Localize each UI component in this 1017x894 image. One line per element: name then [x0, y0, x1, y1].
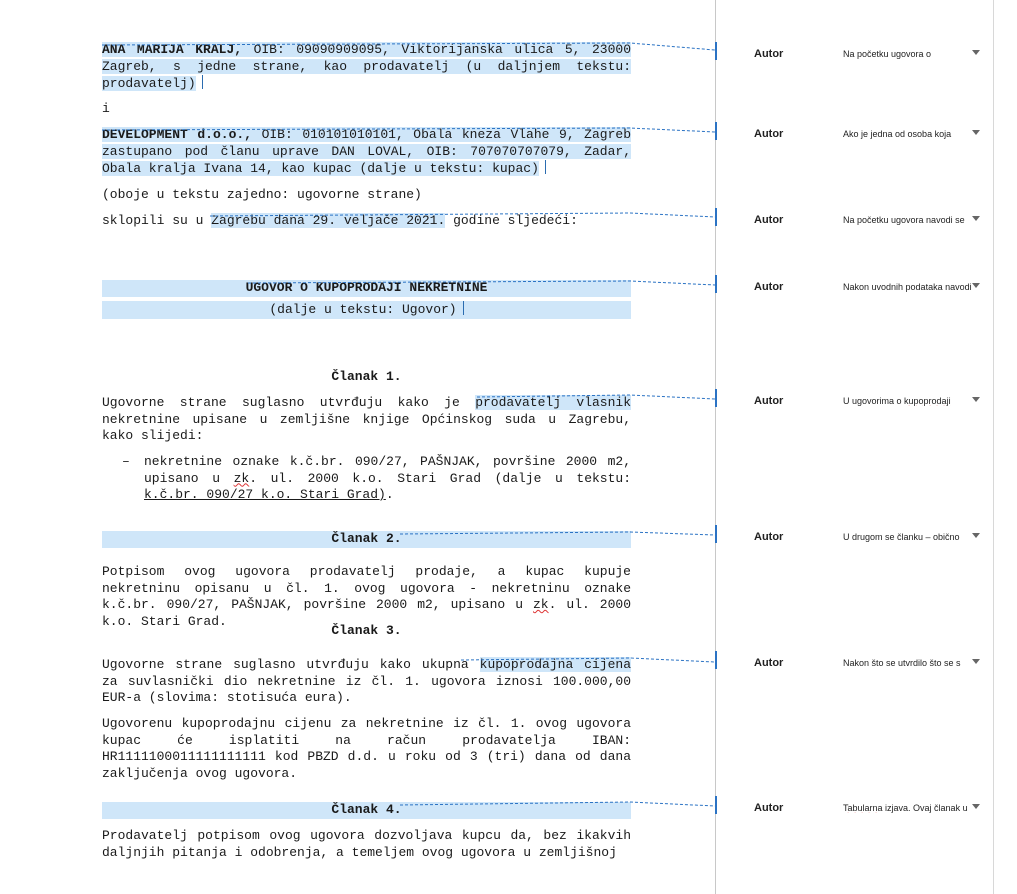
chevron-down-icon[interactable] [972, 216, 980, 221]
chevron-down-icon[interactable] [972, 283, 980, 288]
comments-pane[interactable] [715, 0, 994, 894]
buyer-details: OIB: 010101010101, Obala kneza Vlahe 9, Zagreb zastupano pod članu uprave DAN LOVAL, OIB: 707070707079, Zadar, Obala kralja Ivana 14, kao kupac (dalje u tekstu: kupac) [102, 127, 631, 176]
buyer-name: DEVELOPMENT d.o.o., [102, 127, 252, 142]
comment-marker [715, 42, 717, 60]
owner-highlight: prodavatelj vlasnik [475, 395, 631, 410]
comment-balloon[interactable] [716, 48, 994, 68]
seller-details: OIB: 09090909095, Viktorijanska ulica 5, 23000 Zagreb, s jedne strane, kao prodavatelj (u daljnjem tekstu: prodavatelj) [102, 42, 631, 91]
comment-author: Autor [754, 128, 784, 140]
comment-author: Autor [754, 531, 784, 543]
article-1-paragraph[interactable]: Ugovorne strane suglasno utvrđuju kako je prodavatelj vlasnik nekretnine upisane u zemljišne knjige Općinskog suda u Zagrebu, kako slijedi: [102, 395, 631, 443]
article-1-heading: Članak 1. [331, 369, 402, 384]
chevron-down-icon[interactable] [972, 397, 980, 402]
chevron-down-icon[interactable] [972, 533, 980, 538]
chevron-down-icon[interactable] [972, 130, 980, 135]
comment-balloon[interactable] [716, 395, 994, 415]
chevron-down-icon[interactable] [972, 50, 980, 55]
list-dash: – [122, 454, 130, 469]
contract-title: UGOVOR O KUPOPRODAJI NEKRETNINE [102, 280, 631, 297]
chevron-down-icon[interactable] [972, 659, 980, 664]
seller-paragraph[interactable] [102, 42, 631, 93]
comment-anchor-end [202, 75, 203, 89]
article-4-paragraph[interactable]: Prodavatelj potpisom ovog ugovora dozvoljava kupcu da, bez ikakvih daljnjih pitanja i odobrenja, a temeljem ovog ugovora u zemljišnoj [102, 828, 631, 860]
article-4-heading: Članak 4. [102, 802, 631, 819]
comment-text: Nakon uvodnih podataka navodi [843, 282, 972, 292]
comment-text: Na početku ugovora o [843, 49, 932, 59]
comment-balloon[interactable] [716, 214, 994, 234]
comment-marker [715, 389, 717, 407]
comment-author: Autor [754, 214, 784, 226]
comment-anchor-end [463, 301, 464, 315]
concluded-place-date: Zagrebu dana 29. veljače 2021. [211, 213, 446, 228]
comment-marker [715, 525, 717, 543]
comment-text: U drugom se članku – obično [843, 532, 960, 542]
comment-author: Autor [754, 395, 784, 407]
article-3-paragraph-2[interactable]: Ugovorenu kupoprodajnu cijenu za nekretnine iz čl. 1. ovog ugovora kupac će isplatiti na račun prodavatelja IBAN: HR1111100011111111111 kod PBZD d.d. u roku od 3 (tri) dana od dana zaključenja ovog ugovora. [102, 716, 631, 781]
article-3-heading: Članak 3. [331, 623, 402, 638]
concluded-paragraph[interactable]: sklopili su u Zagrebu dana 29. veljače 2021. godine sljedeći: [102, 213, 578, 228]
comment-balloon[interactable] [716, 657, 994, 677]
article-3-paragraph[interactable]: Ugovorne strane suglasno utvrđuju kako ukupna kupoprodajna cijena za suvlasnički dio nekretnine iz čl. 1. ugovora iznosi 100.000,00 EUR-a (slovima: stotisuća eura). [102, 657, 631, 705]
comment-text: Ako je jedna od osoba koja [843, 129, 952, 139]
comment-balloon[interactable] [716, 802, 994, 822]
and-text: i [102, 101, 110, 116]
list-item: – nekretnine oznake k.č.br. 090/27, PAŠNJAK, površine 2000 m2, upisano u zk. ul. 2000 k.o. Stari Grad (dalje u tekstu: k.č.br. 090/27 k.o. Stari Grad). [122, 454, 631, 502]
comment-text: Nakon što se utvrdilo što se s [843, 658, 961, 668]
comment-text: U ugovorima o kupoprodaji [843, 396, 951, 406]
comment-author: Autor [754, 48, 784, 60]
comment-text: Tabularna izjava. Ovaj članak u [843, 803, 968, 813]
buyer-paragraph[interactable] [102, 127, 631, 178]
comment-marker [715, 651, 717, 669]
comment-balloon[interactable] [716, 531, 994, 551]
comment-marker [715, 208, 717, 226]
parties-text: (oboje u tekstu zajedno: ugovorne strane) [102, 187, 422, 202]
comment-balloon[interactable] [716, 281, 994, 301]
price-highlight: kupoprodajna cijena [479, 657, 631, 672]
comment-anchor-end [545, 160, 546, 174]
comment-author: Autor [754, 802, 784, 814]
comment-text: Na početku ugovora navodi se [843, 215, 965, 225]
comment-marker [715, 122, 717, 140]
contract-subtitle: (dalje u tekstu: Ugovor) [102, 301, 631, 319]
article-2-heading: Članak 2. [102, 531, 631, 548]
comment-author: Autor [754, 657, 784, 669]
comment-marker [715, 796, 717, 814]
article-2-paragraph[interactable]: Potpisom ovog ugovora prodavatelj prodaje, a kupac kupuje nekretninu opisanu u čl. 1. ovog ugovora - nekretninu oznake k.č.br. 090/27, PAŠNJAK, površine 2000 m2, upisano u zk. ul. 2000 k.o. Stari Grad. [102, 564, 632, 629]
chevron-down-icon[interactable] [972, 804, 980, 809]
comment-balloon[interactable] [716, 128, 994, 148]
vertical-scrollbar[interactable] [993, 0, 1017, 894]
comment-author: Autor [754, 281, 784, 293]
seller-name: ANA MARIJA KRALJ, [102, 42, 243, 57]
comment-marker [715, 275, 717, 293]
